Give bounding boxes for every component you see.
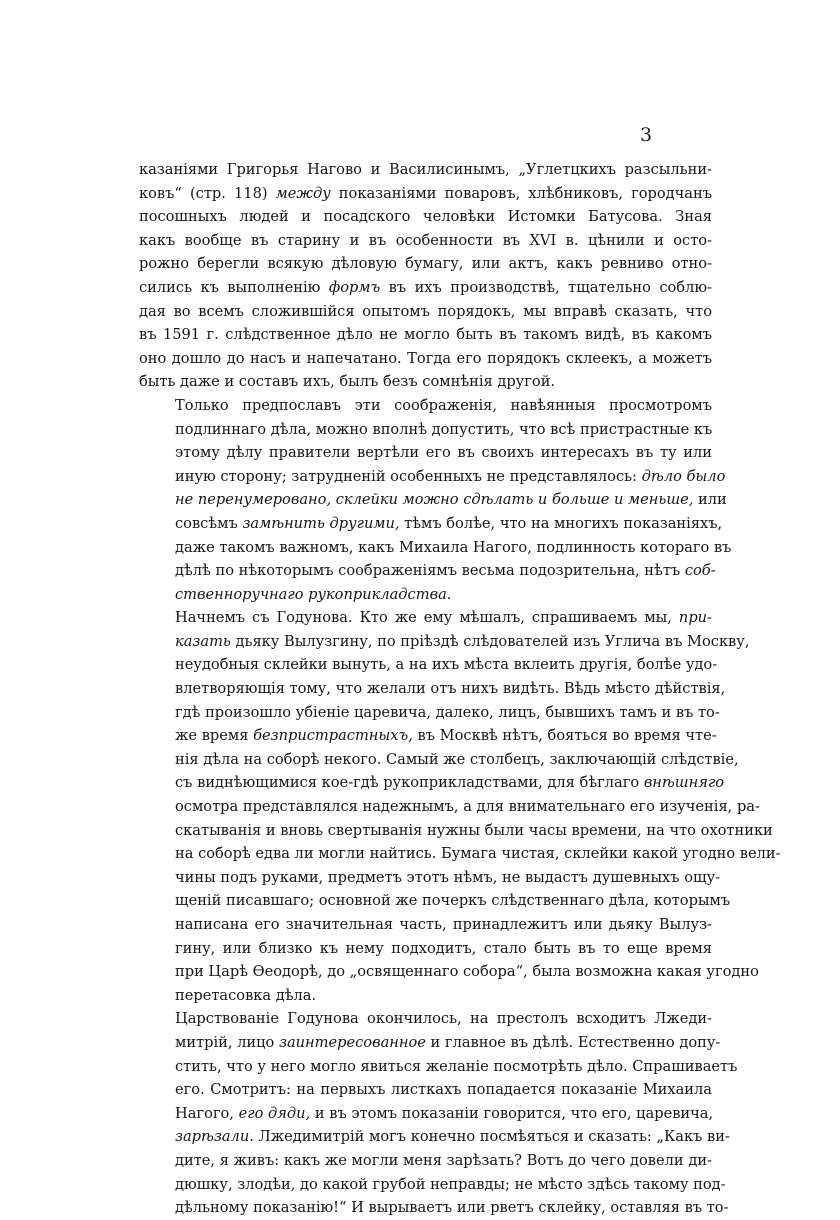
text-segment: совсѣмъ [175,514,243,532]
text-line [139,182,712,206]
emphasized-text: безпристрастныхъ, [253,727,413,745]
text-segment: какъ вообще въ старину и въ особенности въ XVI в. цѣнили и осто- [139,231,712,249]
text-line [139,630,750,654]
text-segment: при Царѣ Өеодорѣ, до „освященнаго собора“, была возможна какая угодно [175,963,759,981]
text-segment: тѣмъ болѣе, что на многихъ показаніяхъ, [399,514,723,532]
text-line [139,701,720,725]
emphasized-text: формъ [328,278,381,296]
text-line [139,583,712,607]
text-line [139,512,723,536]
text-line [139,300,712,324]
text-segment: въ ихъ производствѣ, тщательно соблю- [380,278,712,296]
text-segment: Только предпославъ эти соображенія, навѣянныя просмотромъ [175,396,712,414]
text-segment: иную сторону; затрудненій особенныхъ не представлялось: [175,467,642,485]
text-segment: Лжедимитрій могъ конечно посмѣяться и сказать: „Какъ ви- [253,1128,730,1146]
emphasized-text: казать [175,632,231,650]
text-segment: ковъ“ (стр. 118) [139,184,276,202]
text-line [139,913,712,937]
text-segment: въ Москвѣ нѣтъ, бояться во время чте- [412,727,717,745]
text-line [139,606,712,630]
text-segment: съ виднѣющимися кое-гдѣ рукоприкладствами, для бѣглаго [175,774,644,792]
text-line [139,724,717,748]
text-segment: перетасовка дѣла. [175,986,317,1004]
text-line [139,1196,729,1220]
text-segment: и главное въ дѣлѣ. Естественно допу- [425,1033,721,1051]
text-segment: въ 1591 г. слѣдственное дѣло не могло быть въ такомъ видѣ, въ какомъ [139,326,712,344]
text-line [139,323,712,347]
text-segment: же время [175,727,254,745]
emphasized-text: зарѣзали. [175,1128,254,1146]
text-line [139,394,712,418]
text-line [139,488,727,512]
text-segment: написана его значительная часть, принадлежитъ или дьяку Вылуз- [175,916,712,933]
text-line [139,795,760,819]
paragraph [139,158,712,394]
emphasized-text: дѣло было [641,467,726,485]
text-line [139,418,712,442]
text-line [139,984,712,1008]
text-segment: подлиннаго дѣла, можно вполнѣ допустить, что всѣ пристрастные къ [175,420,713,438]
text-line [139,653,718,677]
text-line [139,889,731,913]
text-line [139,1102,712,1126]
text-segment: митрій, лицо [175,1033,279,1051]
text-segment: дѣлѣ по нѣкоторымъ соображеніямъ весьма подозрительна, нѣтъ [175,562,685,580]
text-line [139,252,712,276]
text-segment: казаніями Григорья Нагово и Василисинымъ, „Углетцкихъ разсыльни- [139,161,712,178]
emphasized-text: замѣнить другими, [242,514,400,532]
text-segment: на соборѣ едва ли могли найтись. Бумага чистая, склейки какой угодно вели- [175,845,781,863]
text-line [139,1031,721,1055]
text-line [139,1007,712,1031]
text-segment: осмотра представлялся надежнымъ, а для внимательнаго его изученія, ра- [175,798,760,816]
paragraph [139,394,732,606]
text-line [139,347,712,371]
paragraph [139,606,781,1007]
text-segment: оно дошло до насъ и напечатано. Тогда его порядокъ склеекъ, а можетъ [139,349,712,367]
text-line [139,677,726,701]
text-line [139,819,773,843]
text-line [139,937,712,961]
text-segment: щеній писавшаго; основной же почеркъ слѣдственнаго дѣла, которымъ [175,892,731,910]
text-line [139,441,712,465]
text-segment: Нагого, [175,1104,239,1122]
text-segment: дьяку Вылузгину, по пріѣздѣ слѣдователей изъ Углича въ Москву, [230,632,750,650]
body-text [139,158,781,1220]
text-segment: гину, или близко къ нему подходитъ, стало быть въ то еще время [175,939,712,957]
emphasized-text: при- [678,609,712,627]
text-line [139,1125,730,1149]
text-line [139,370,712,394]
text-segment: стить, что у него могло явиться желаніе посмотрѣть дѣло. Спрашиваетъ [175,1057,738,1075]
text-line [139,158,712,182]
text-line [139,559,716,583]
emphasized-text: не перенумеровано, склейки можно сдѣлать и больше и меньше, [175,491,694,509]
text-line [139,536,732,560]
text-segment: нія дѣла на соборѣ некого. Самый же столбецъ, заключающій слѣдствіе, [175,750,739,768]
text-line [139,1055,738,1079]
text-line [139,1149,712,1173]
text-segment: неудобныя склейки вынуть, а на ихъ мѣста вклеить другія, болѣе удо- [175,656,718,674]
text-segment: показаніями поваровъ, хлѣбниковъ, городчанъ [330,184,712,202]
text-segment: рожно берегли всякую дѣловую бумагу, или актъ, какъ ревниво отно- [139,255,712,273]
text-segment: Начнемъ съ Годунова. Кто же ему мѣшалъ, спрашиваемъ мы, [175,609,679,627]
text-line [139,771,725,795]
text-segment: посошныхъ людей и посадского человѣки Истомки Батусова. Зная [139,208,712,226]
emphasized-text: соб- [684,562,716,580]
text-segment: Царствованіе Годунова окончилось, на престолъ всходитъ Лжеди- [175,1010,712,1028]
text-segment: чины подъ руками, предметъ этотъ нѣмъ, не выдастъ душевныхъ ощу- [175,868,721,886]
text-segment: дите, я живъ: какъ же могли меня зарѣзать? Вотъ до чего довели ди- [175,1151,712,1169]
text-line [139,205,712,229]
paragraph [139,1007,738,1219]
text-segment: даже такомъ важномъ, какъ Михаила Нагого, подлинность котораго въ [175,538,732,556]
text-line [139,229,712,253]
text-segment: дая во всемъ сложившійся опытомъ порядокъ, мы вправѣ сказать, что [139,302,712,320]
text-segment: или [693,491,727,509]
text-line [139,1078,712,1102]
text-segment: дѣльному показанію!“ И вырываетъ или рветъ склейку, оставляя въ то- [175,1199,729,1217]
text-segment: его. Смотритъ: на первыхъ листкахъ попадается показаніе Михаила [175,1081,712,1099]
text-segment: быть даже и составъ ихъ, былъ безъ сомнѣнія другой. [139,373,556,391]
text-line [139,842,781,866]
text-line [139,276,712,300]
emphasized-text: внѣшняго [643,774,725,792]
text-segment: влетворяющія тому, что желали отъ нихъ видѣть. Вѣдь мѣсто дѣйствія, [175,680,726,698]
text-line [139,866,721,890]
text-line [139,748,739,772]
text-line [139,960,759,984]
text-segment: и въ этомъ показаніи говорится, что его, царевича, [310,1104,714,1122]
text-line [139,1173,726,1197]
text-segment: этому дѣлу правители вертѣли его въ своихъ интересахъ въ ту или [175,444,712,462]
emphasized-text: заинтересованное [278,1033,426,1051]
text-segment: дюшку, злодѣи, до какой грубой неправды; не мѣсто здѣсь такому под- [175,1175,726,1193]
page-number: 3 [640,124,653,146]
text-segment: гдѣ произошло убіеніе царевича, далеко, лицъ, бывшихъ тамъ и въ то- [175,703,720,721]
text-segment: сились къ выполненію [139,278,329,296]
emphasized-text: его дяди, [238,1104,311,1122]
text-segment: скатыванія и вновь свертыванія нужны были часы времени, на что охотники [175,821,773,839]
emphasized-text: между [275,184,331,202]
emphasized-text: ственноручнаго рукоприкладства. [175,585,452,603]
text-line [139,465,726,489]
